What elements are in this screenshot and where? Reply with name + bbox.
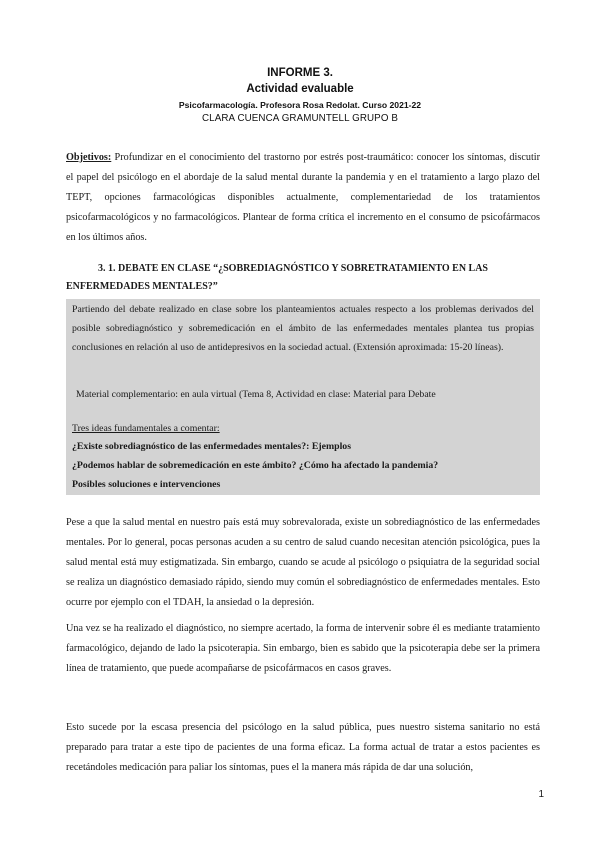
report-subtitle: Actividad evaluable — [246, 83, 354, 95]
section-heading — [66, 260, 540, 296]
ideas-heading: Tres ideas fundamentales a comentar: — [72, 423, 220, 434]
page-number: 1 — [538, 789, 544, 800]
report-title: INFORME 3. — [267, 67, 333, 79]
objectives-paragraph — [66, 148, 540, 248]
objectives-label: Objetivos: — [66, 152, 112, 163]
objectives-text: Profundizar en el conocimiento del trastorno por estrés post-traumático: conocer los síntomas, discutir el papel del psicólogo en el abordaje de la salud mental durante la pandemia y en el tratamiento a largo plazo del TEPT, opciones farmacológicas disponibles actualmente, complementariedad de los tratamientos psicofarmacológicos y no farmacológicos. Plantear de forma crítica el incremento en el consumo de psicofármacos en los últimos años. — [66, 152, 540, 243]
section-heading-line2: ENFERMEDADES MENTALES?” — [66, 281, 218, 292]
complementary-material: Material complementario: en aula virtual (Tema 8, Actividad en clase: Material para Debate — [76, 389, 436, 400]
course-line: Psicofarmacología. Profesora Rosa Redolat. Curso 2021-22 — [178, 100, 422, 110]
idea-item: Posibles soluciones e intervenciones — [72, 479, 221, 490]
body-paragraph: Una vez se ha realizado el diagnóstico, no siempre acertado, la forma de intervenir sobre él es mediante tratamiento farmacológico, dejando de lado la psicoterapia. Sin embargo, bien es sabido que la psicoterapia debe ser la primera línea de tratamiento, que puede acompañarse de psicofármacos en casos graves. — [66, 623, 540, 674]
body-paragraph: Esto sucede por la escasa presencia del psicólogo en la salud pública, pues nuestro sistema sanitario no está preparado para tratar a este tipo de pacientes de una forma eficaz. La forma actual de tratar a estos pacientes es recetándoles medicación para paliar los síntomas, pues el la manera más rápida de dar una solución, — [66, 722, 540, 773]
section-heading-line1: 3. 1. DEBATE EN CLASE “¿SOBREDIAGNÓSTICO Y SOBRETRATAMIENTO EN LAS — [98, 263, 488, 274]
activity-intro: Partiendo del debate realizado en clase sobre los planteamientos actuales respecto a los problemas derivados del posible sobrediagnóstico y sobremedicación en el ámbito de las enfermedades mentales plantea tus propias conclusiones en relación al uso de antidepresivos en la sociedad actual. (Extensión aproximada: 15-20 líneas). — [72, 304, 534, 353]
idea-item: ¿Existe sobrediagnóstico de las enfermedades mentales?: Ejemplos — [72, 441, 352, 452]
body-paragraph: Pese a que la salud mental en nuestro país está muy sobrevalorada, existe un sobrediagnóstico de las enfermedades mentales. Por lo general, pocas personas acuden a su centro de salud cuando necesitan atención psicológica, pues la salud mental está muy estigmatizada. Sin embargo, cuando se acude al psicólogo o psiquiatra de la seguridad social se realiza un diagnóstico demasiado rápido, siendo muy común el sobrediagnóstico de enfermedades mentales. Esto ocurre por ejemplo con el TDAH, la ansiedad o la depresión. — [66, 517, 540, 608]
activity-instructions-box — [66, 299, 540, 495]
author-line: CLARA CUENCA GRAMUNTELL GRUPO B — [202, 113, 398, 124]
idea-item: ¿Podemos hablar de sobremedicación en este ámbito? ¿Cómo ha afectado la pandemia? — [72, 460, 439, 471]
